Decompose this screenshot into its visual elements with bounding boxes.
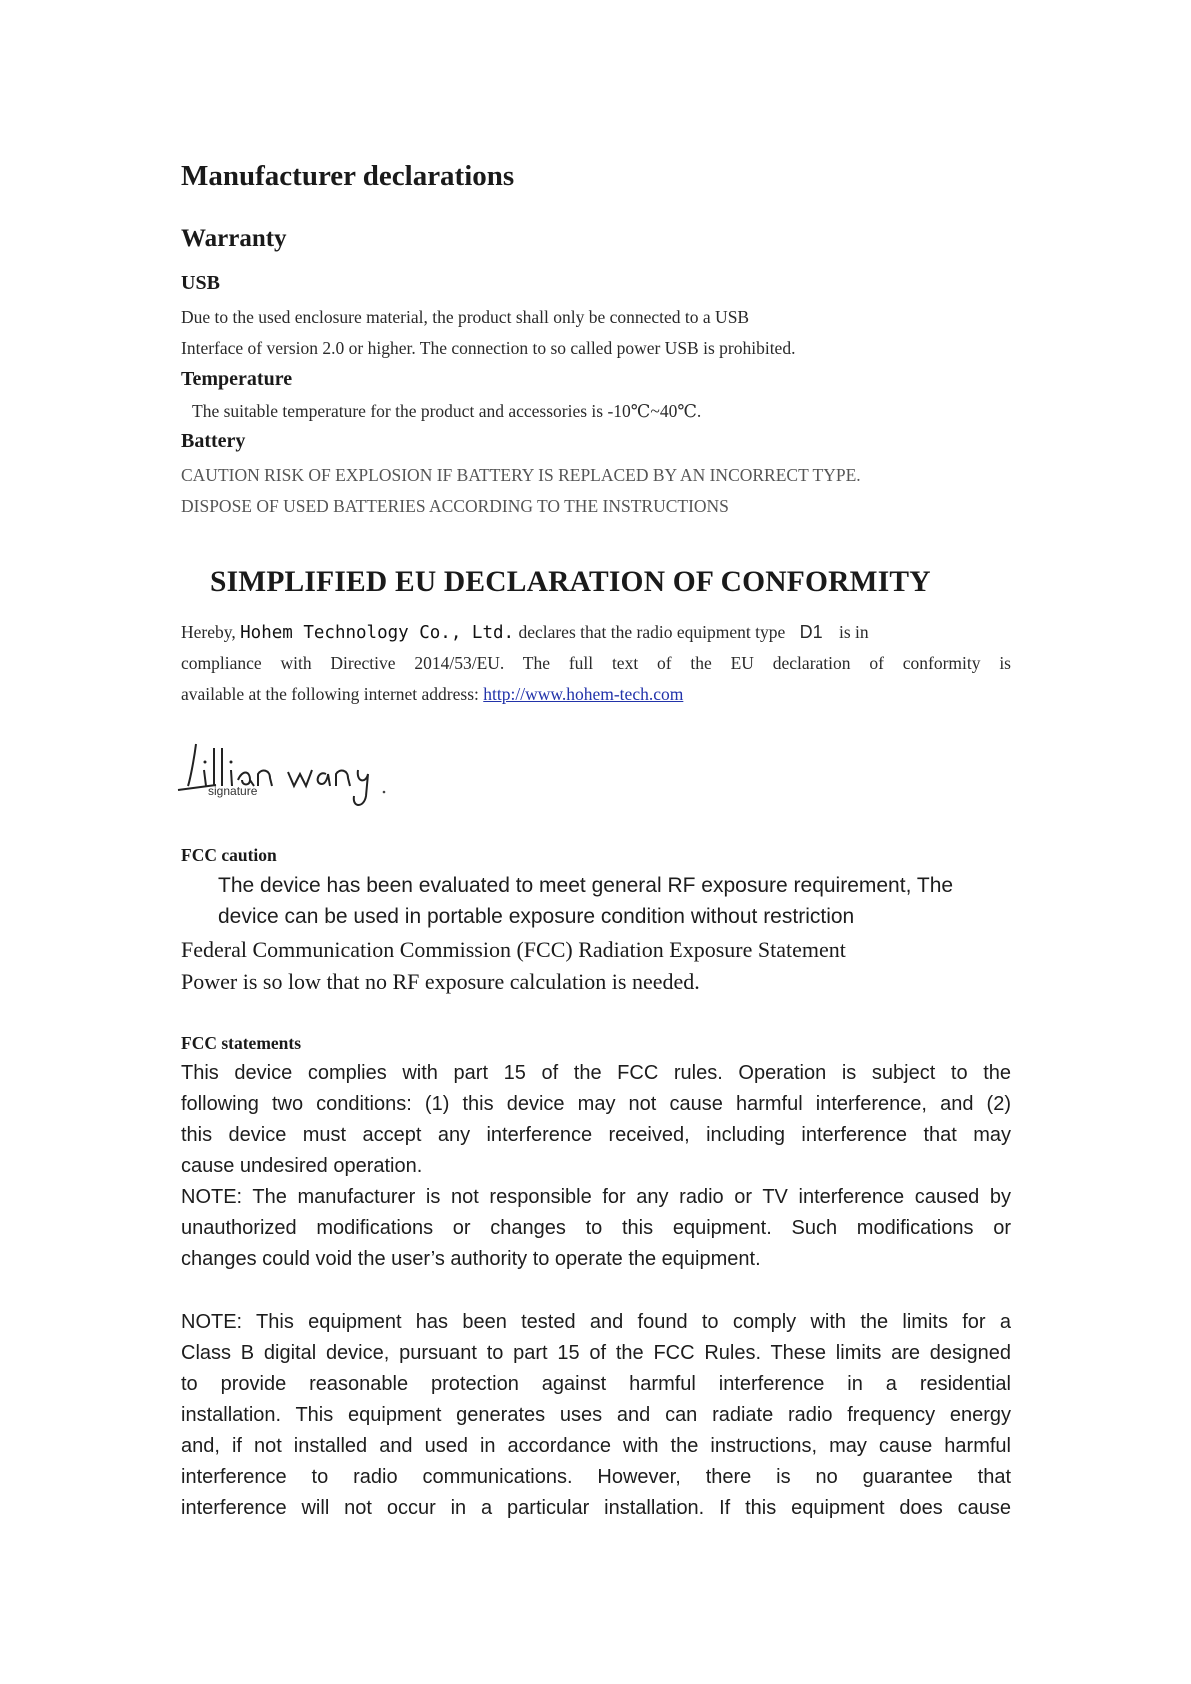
fcc-statements-heading: FCC statements xyxy=(181,1033,302,1053)
fcc-p1-line: This device complies with part 15 of the FCC rules. Operation is subject to the xyxy=(181,1062,1011,1084)
signature-image xyxy=(176,730,406,810)
eu-address-label: available at the following internet address: xyxy=(181,684,479,704)
fcc-caution-line-2: device can be used in portable exposure condition without restriction xyxy=(218,905,855,928)
page-title: Manufacturer declarations xyxy=(181,160,515,192)
fcc-p3-line: NOTE: This equipment has been tested and found to comply with the limits for a xyxy=(181,1311,1011,1333)
company-name: Hohem Technology Co., Ltd. xyxy=(240,623,515,643)
temperature-heading: Temperature xyxy=(181,368,293,390)
fcc-caution-line-1: The device has been evaluated to meet general RF exposure requirement, The xyxy=(218,874,954,897)
website-link[interactable]: http://www.hohem-tech.com xyxy=(483,684,684,704)
battery-text-line-1: CAUTION RISK OF EXPLOSION IF BATTERY IS REPLACED BY AN INCORRECT TYPE. xyxy=(181,465,861,485)
fcc-p3-line: to provide reasonable protection against harmful interference in a residential xyxy=(181,1373,1011,1395)
battery-heading: Battery xyxy=(181,430,246,452)
fcc-p3-line: Class B digital device, pursuant to part 15 of the FCC Rules. These limits are designed xyxy=(181,1342,1011,1364)
fcc-p1-line: following two conditions: (1) this device may not cause harmful interference, and (2) xyxy=(181,1093,1011,1115)
fcc-caution-line-3: Federal Communication Commission (FCC) Radiation Exposure Statement xyxy=(181,937,846,962)
eu-declares: declares that the radio equipment type xyxy=(518,622,786,642)
fcc-p3-line: installation. This equipment generates uses and can radiate radio frequency energy xyxy=(181,1404,1011,1426)
eu-is-in: is in xyxy=(838,622,869,642)
battery-text-line-2: DISPOSE OF USED BATTERIES ACCORDING TO THE INSTRUCTIONS xyxy=(181,496,729,516)
signature-label: signature xyxy=(208,784,258,798)
usb-text-line-1: Due to the used enclosure material, the product shall only be connected to a USB xyxy=(181,307,750,327)
fcc-caution-heading: FCC caution xyxy=(181,845,277,865)
eu-text-line-2: compliance with Directive 2014/53/EU. The full text of the EU declaration of conformity is xyxy=(181,653,1011,673)
fcc-p3-line: and, if not installed and used in accordance with the instructions, may cause harmful xyxy=(181,1435,1011,1457)
fcc-p1-line: cause undesired operation. xyxy=(181,1155,423,1177)
fcc-p3-line: interference to radio communications. However, there is no guarantee that xyxy=(181,1466,1011,1488)
usb-heading: USB xyxy=(181,272,220,294)
fcc-p3-line: interference will not occur in a particular installation. If this equipment does cause xyxy=(181,1497,1011,1519)
eu-text-line-1 xyxy=(181,622,869,643)
fcc-p2-line: unauthorized modifications or changes to this equipment. Such modifications or xyxy=(181,1217,1011,1239)
fcc-caution-line-4: Power is so low that no RF exposure calculation is needed. xyxy=(181,969,700,994)
eu-hereby: Hereby, xyxy=(181,622,236,642)
fcc-p2-line: NOTE: The manufacturer is not responsible for any radio or TV interference caused by xyxy=(181,1186,1011,1208)
temperature-text: The suitable temperature for the product and accessories is -10℃~40℃. xyxy=(192,401,702,421)
warranty-heading: Warranty xyxy=(181,225,287,252)
equipment-type: D1 xyxy=(799,622,823,642)
usb-text-line-2: Interface of version 2.0 or higher. The connection to so called power USB is prohibited. xyxy=(181,338,796,358)
eu-declaration-title: SIMPLIFIED EU DECLARATION OF CONFORMITY xyxy=(210,566,931,598)
fcc-p2-line: changes could void the user’s authority to operate the equipment. xyxy=(181,1248,761,1270)
eu-text-line-3 xyxy=(181,684,683,705)
fcc-p1-line: this device must accept any interference received, including interference that may xyxy=(181,1124,1011,1146)
